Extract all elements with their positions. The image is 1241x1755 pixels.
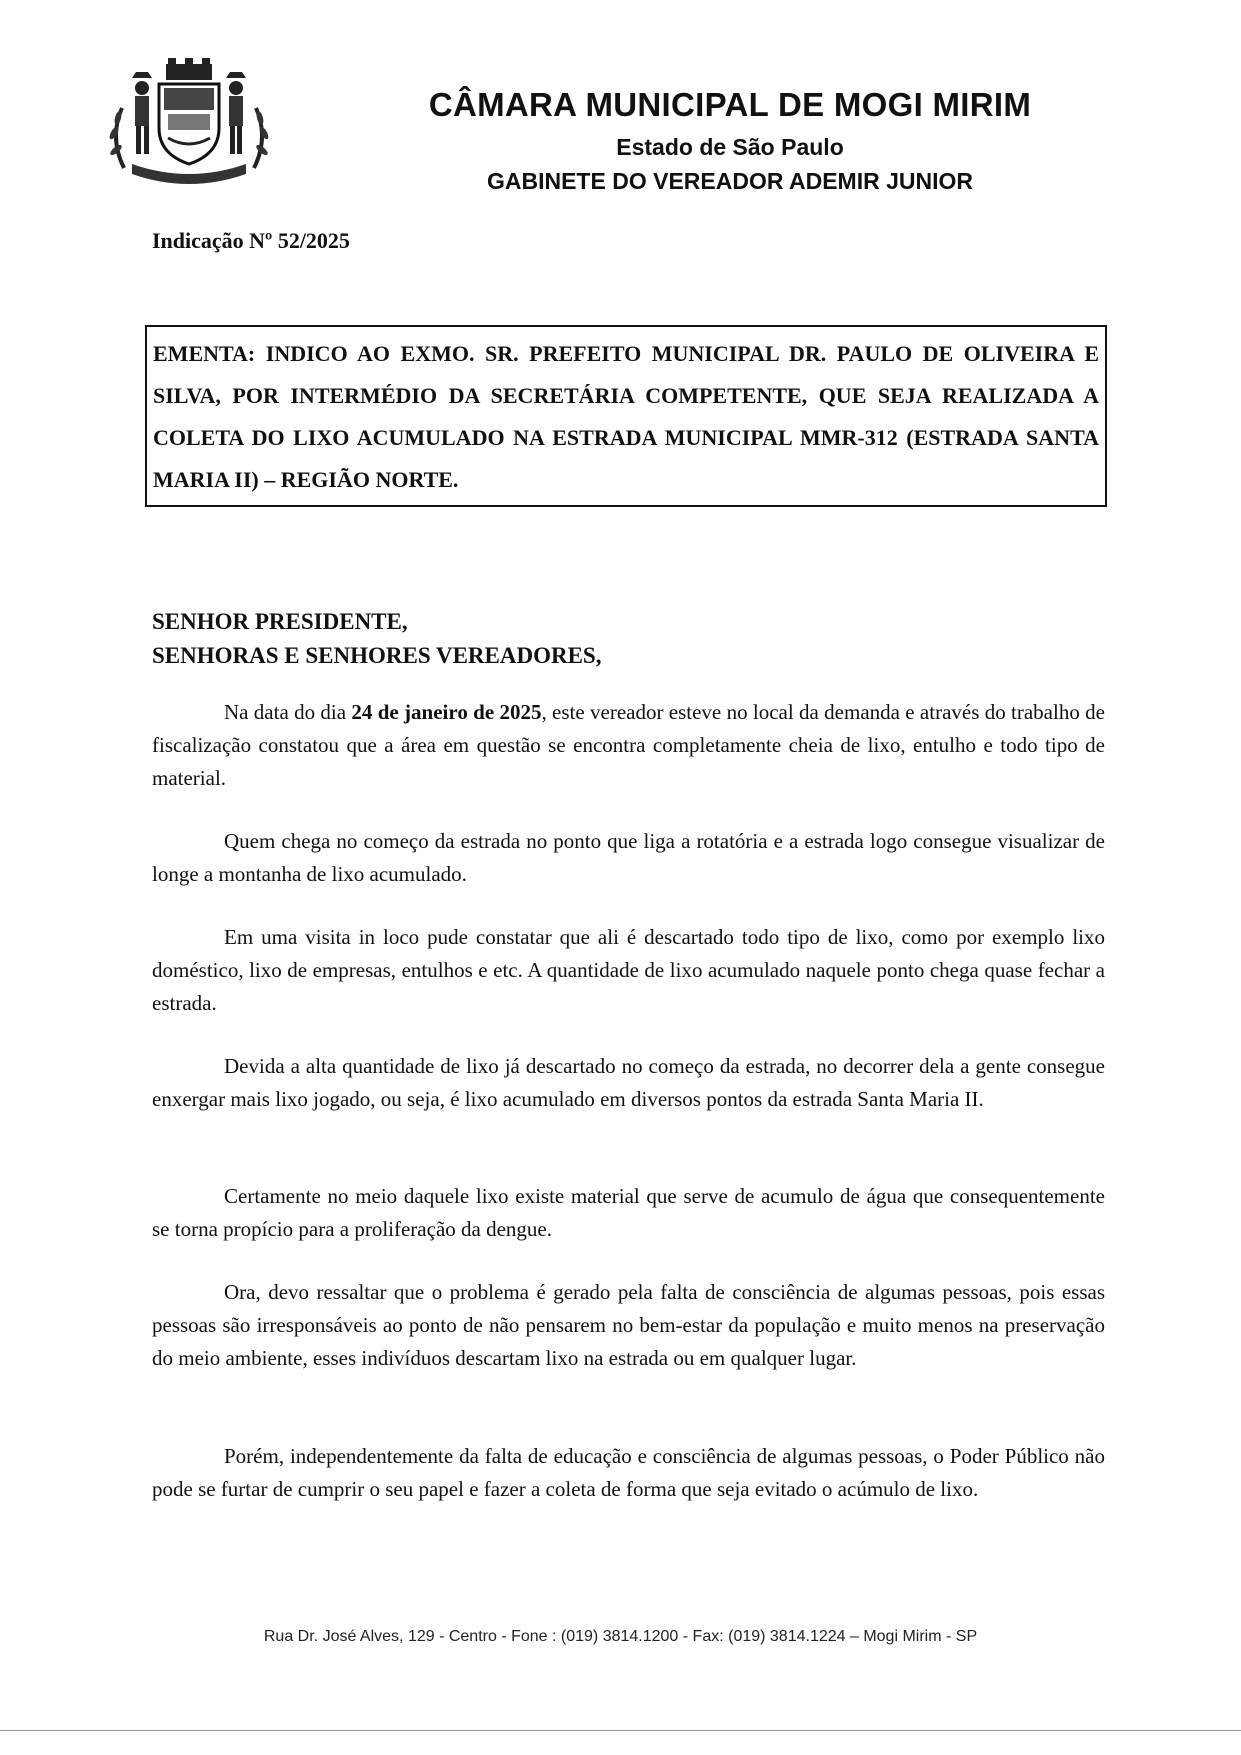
office-subtitle: GABINETE DO VEREADOR ADEMIR JUNIOR — [486, 168, 974, 194]
paragraph-6: Ora, devo ressaltar que o problema é gerado pela falta de consciência de algumas pessoas, pois essas pessoas são irresponsáveis ao ponto de não pensarem no bem-estar da população e muito menos na preservação do meio ambiente, esses indivíduos descartam lixo na estrada ou em qualquer lugar. — [152, 1280, 1105, 1370]
coat-of-arms-logo — [104, 58, 274, 188]
salutation-president: SENHOR PRESIDENTE, — [152, 609, 408, 634]
ementa-text: EMENTA: INDICO AO EXMO. SR. PREFEITO MUNICIPAL DR. PAULO DE OLIVEIRA E SILVA, POR INTERMÉDIO DA SECRETÁRIA COMPETENTE, QUE SEJA REALIZADA A COLETA DO LIXO ACUMULADO NA ESTRADA MUNICIPAL MMR-312 (ESTRADA SANTA MARIA II) – REGIÃO NORTE. — [153, 341, 1099, 492]
paragraph-7: Porém, independentemente da falta de educação e consciência de algumas pessoas, o Poder Público não pode se furtar de cumprir o seu papel e fazer a coleta de forma que seja evitado o acúmulo de lixo. — [152, 1444, 1105, 1501]
paragraph-5: Certamente no meio daquele lixo existe material que serve de acumulo de água que consequentemente se torna propício para a proliferação da dengue. — [152, 1184, 1105, 1241]
footer-address: Rua Dr. José Alves, 129 - Centro - Fone : (019) 3814.1200 - Fax: (019) 3814.1224 – Mogi Mirim - SP — [263, 1628, 978, 1645]
paragraph-3: Em uma visita in loco pude constatar que ali é descartado todo tipo de lixo, como por exemplo lixo doméstico, lixo de empresas, entulhos e etc. A quantidade de lixo acumulado naquele ponto chega quase fechar a estrada. — [152, 925, 1105, 1015]
paragraph-1-end: , este vereador esteve no local da demanda e através do trabalho de fiscalização constatou que a área em questão se encontra completamente cheia de lixo, entulho e todo tipo de material. — [152, 700, 1105, 790]
paragraph-4: Devida a alta quantidade de lixo já descartado no começo da estrada, no decorrer dela a gente consegue enxergar mais lixo jogado, ou seja, é lixo acumulado em diversos pontos da estrada Santa Maria II. — [152, 1054, 1105, 1111]
state-subtitle: Estado de São Paulo — [616, 134, 844, 160]
paragraph-1-start: Na data do dia — [224, 700, 352, 724]
bottom-divider — [0, 1730, 1241, 1731]
paragraph-2: Quem chega no começo da estrada no ponto que liga a rotatória e a estrada logo consegue visualizar de longe a montanha de lixo acumulado. — [152, 829, 1105, 886]
paragraph-1 — [152, 696, 1105, 795]
document-number: Indicação Nº 52/2025 — [152, 228, 350, 253]
salutation — [152, 605, 601, 673]
chamber-title: CÂMARA MUNICIPAL DE MOGI MIRIM — [428, 86, 1032, 123]
paragraph-1-date: 24 de janeiro de 2025 — [351, 700, 542, 724]
ementa-box — [145, 325, 1107, 507]
salutation-councilors: SENHORAS E SENHORES VEREADORES, — [152, 643, 602, 668]
